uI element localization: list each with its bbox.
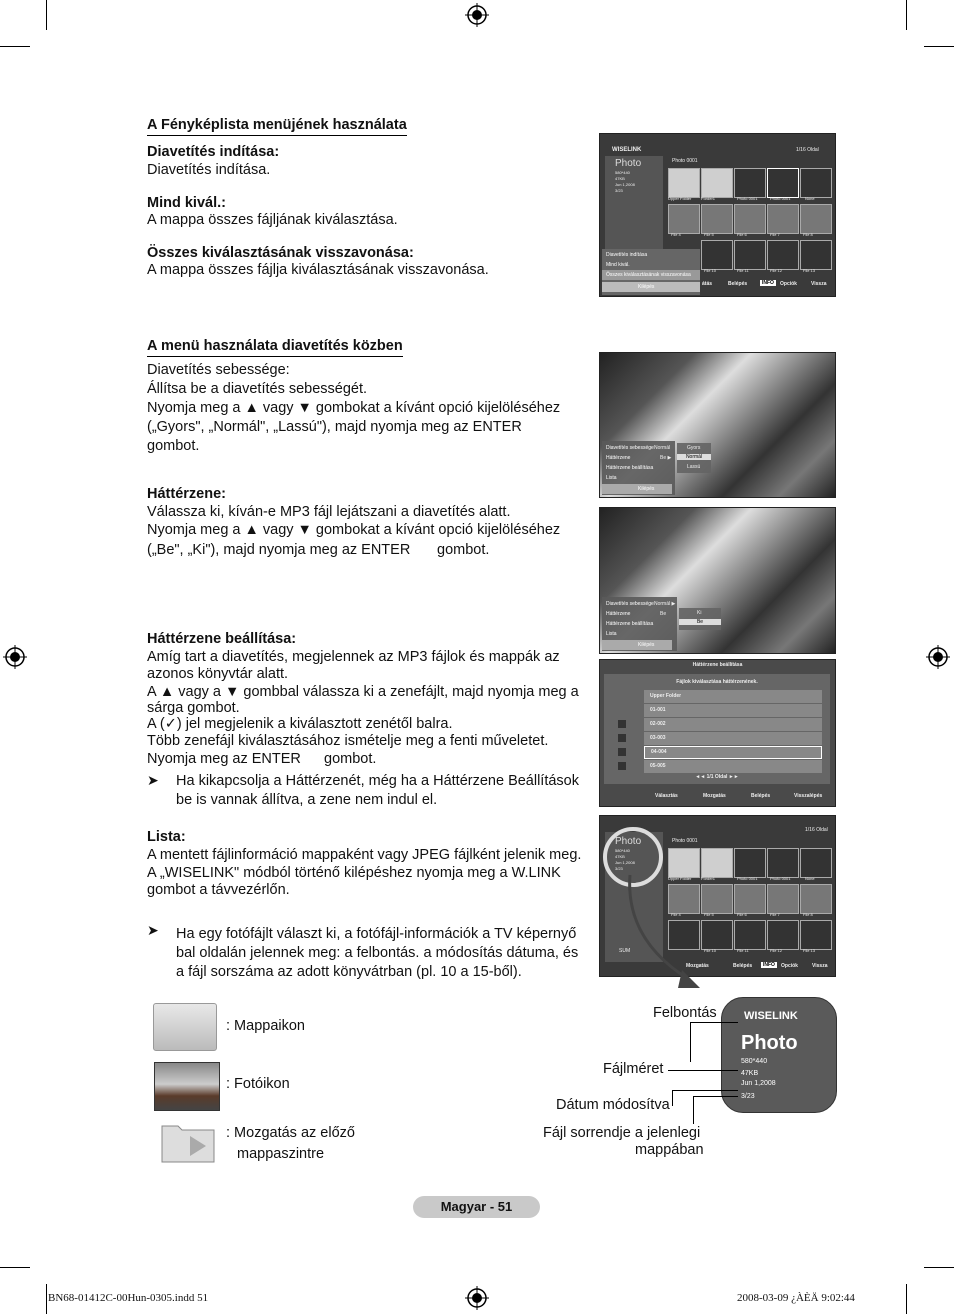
- speed-line: („Gyors", „Normál", „Lassú"), majd nyomja meg az ENTER: [147, 419, 522, 435]
- sum-label: SUM: [619, 948, 631, 954]
- music-line: gombot.: [437, 542, 490, 558]
- info-line: 47KB: [615, 176, 625, 181]
- date-value: Jun 1,2008: [741, 1080, 776, 1087]
- folder-icon: [153, 1003, 217, 1051]
- note-line: a fájl sorszáma az adott könyvátrban (pl. 10 a 15-ből).: [176, 964, 522, 980]
- speed-line: Nyomja meg a ▲ vagy ▼ gombokat a kívánt opció kijelöléséhez: [147, 400, 561, 416]
- item-title: Mind kivál.:: [147, 195, 226, 211]
- row-label: 02-002: [650, 721, 666, 727]
- file-label: Photo 0001: [770, 196, 791, 201]
- music-settings-screen: [599, 659, 836, 807]
- music-settings-line: Amíg tart a diavetítés, megjelennek az MP3 fájlok és mappák az: [147, 649, 560, 665]
- menu-item-music-settings[interactable]: Háttérzene beállítása: [606, 621, 654, 627]
- file-label: File 7: [770, 912, 780, 917]
- row-label: Upper Folder: [650, 693, 682, 699]
- file-thumb[interactable]: [668, 168, 700, 198]
- list-line: A mentett fájlinformáció mappaként vagy JPEG fájlként jelenik meg.: [147, 847, 582, 863]
- list-title: Lista:: [147, 829, 186, 845]
- leader-line: [668, 1070, 738, 1071]
- bottom-label: Belépés: [733, 963, 753, 969]
- file-thumb[interactable]: [767, 884, 799, 914]
- menu-item-exit[interactable]: Kilépés: [602, 282, 700, 292]
- checkbox[interactable]: [618, 748, 626, 756]
- menu-item-exit[interactable]: Kilépés: [602, 484, 672, 494]
- photo-icon: [154, 1062, 220, 1111]
- folder-name: Photo 0001: [672, 838, 698, 844]
- bottom-label: Opciók: [781, 963, 798, 969]
- menu-item-select-all[interactable]: Mind kivál.: [606, 262, 630, 268]
- crop-mark: [0, 1267, 30, 1268]
- bottom-label: Belépés: [751, 793, 771, 799]
- music-list-panel: [604, 674, 830, 784]
- leader-line: [690, 1022, 738, 1023]
- size-value: 47KB: [741, 1070, 759, 1077]
- menu-item-deselect-all[interactable]: Összes kiválasztásának visszavonása: [602, 270, 700, 280]
- popup-menu: [602, 249, 700, 295]
- file-label: File 7: [770, 232, 780, 237]
- file-label: None: [805, 876, 815, 881]
- list-row: [644, 760, 822, 773]
- file-thumb[interactable]: [800, 920, 832, 950]
- file-thumb[interactable]: [800, 240, 832, 270]
- section-heading: A menü használata diavetítés közben: [147, 338, 403, 357]
- section-heading: A Fényképlista menüjének használata: [147, 117, 407, 136]
- menu-item-music[interactable]: Háttérzene: [606, 455, 631, 461]
- legend-label: mappaszintre: [237, 1146, 325, 1162]
- file-thumb[interactable]: [800, 168, 832, 198]
- info-line: 47KB: [615, 854, 625, 859]
- item-text: A mappa összes fájljának kiválasztása.: [147, 212, 398, 228]
- file-label: File 5: [704, 912, 714, 917]
- file-label: File 6: [737, 232, 747, 237]
- file-label: Forder1: [701, 196, 716, 201]
- file-label: File 4: [671, 912, 681, 917]
- file-label: File 8: [803, 232, 813, 237]
- music-settings-line: A (✓) jel megjelenik a kiválasztott zenétől balra.: [147, 716, 453, 732]
- file-thumb[interactable]: [668, 204, 700, 234]
- menu-item-exit[interactable]: Kilépés: [602, 640, 672, 650]
- file-thumb[interactable]: [800, 884, 832, 914]
- menu-value: Be: [660, 611, 667, 617]
- list-line: gombot a távvezérlőn.: [147, 882, 290, 898]
- footer-file: BN68-01412C-00Hun-0305.indd 51: [48, 1292, 209, 1304]
- crop-mark: [906, 0, 907, 30]
- photo-label: Photo: [615, 158, 642, 169]
- checkbox[interactable]: [618, 762, 626, 770]
- bottom-label: Vissza: [812, 963, 828, 969]
- menu-item-list[interactable]: Lista: [606, 631, 617, 637]
- item-title: Diavetítés indítása:: [147, 144, 280, 160]
- file-thumb[interactable]: [767, 920, 799, 950]
- info-line: 580*440: [615, 848, 630, 853]
- pointer-arrow-icon: [620, 870, 740, 1010]
- photo-label: Photo: [615, 836, 642, 847]
- file-label: None: [805, 196, 815, 201]
- menu-item-speed[interactable]: Diavetítés sebessége: [606, 601, 654, 607]
- callout-label: Felbontás: [653, 1005, 717, 1021]
- file-thumb[interactable]: [701, 168, 733, 198]
- info-line: Jun 1,2008: [615, 182, 635, 187]
- bottom-label: Vissza: [811, 281, 827, 287]
- file-label: Forder1: [701, 876, 716, 881]
- bottom-label: Visszalépés: [794, 793, 823, 799]
- file-label: Photo 0001: [770, 876, 791, 881]
- music-options: [679, 608, 721, 630]
- list-row: [644, 704, 822, 717]
- legend-label: : Mozgatás az előző: [226, 1125, 355, 1141]
- menu-value: Normál: [654, 445, 671, 451]
- checkbox[interactable]: [618, 734, 626, 742]
- bottom-label: Mozgatás: [703, 793, 726, 799]
- row-label: 05-005: [650, 763, 666, 769]
- music-settings-line: azonos könyvtár alatt.: [147, 666, 289, 682]
- file-label: File 13: [803, 948, 816, 953]
- file-label: File 13: [803, 268, 816, 273]
- menu-item-start[interactable]: Diavetítés indítása: [606, 252, 648, 258]
- file-label: File 5: [704, 232, 714, 237]
- registration-mark-icon: [3, 645, 27, 669]
- list-row: [644, 732, 822, 745]
- file-thumb[interactable]: [767, 240, 799, 270]
- bottom-label: Mozgatás: [686, 963, 709, 969]
- callout-label: Fájlméret: [603, 1061, 664, 1077]
- file-label: File 12: [770, 948, 783, 953]
- file-thumb[interactable]: [734, 168, 766, 198]
- pager: ◄◄ 1/1 Oldal ►►: [695, 774, 739, 780]
- bottom-label: Opciók: [780, 281, 797, 287]
- file-label: Photo 0001: [737, 196, 758, 201]
- file-label: File 11: [737, 948, 749, 953]
- menu-item-speed[interactable]: Diavetítés sebessége: [606, 445, 654, 451]
- callout-label: mappában: [635, 1142, 704, 1158]
- list-row-selected[interactable]: [644, 746, 822, 759]
- menu-item-music[interactable]: Háttérzene: [606, 611, 631, 617]
- music-settings-line: gombot.: [324, 751, 377, 767]
- order-value: 3/23: [741, 1093, 755, 1100]
- legend-label: : Mappaikon: [226, 1018, 305, 1034]
- slideshow-menu: [602, 441, 675, 495]
- file-thumb[interactable]: [767, 204, 799, 234]
- note-line: Ha kikapcsolja a Háttérzenét, még ha a Háttérzene Beállítások: [176, 773, 579, 789]
- file-thumb[interactable]: [734, 204, 766, 234]
- note-arrow-icon: ➤: [147, 922, 159, 938]
- callout-label: Fájl sorrendje a jelenlegi: [543, 1125, 701, 1141]
- option-on[interactable]: Be: [679, 619, 721, 625]
- bottom-label: Választás: [655, 793, 678, 799]
- list-row: [644, 690, 822, 703]
- item-text: A mappa összes fájlja kiválasztásának visszavonása.: [147, 262, 489, 278]
- file-thumb[interactable]: [701, 204, 733, 234]
- screen-title: Háttérzene beállítása: [692, 662, 743, 668]
- option-off[interactable]: Ki: [697, 610, 702, 616]
- panel-subtitle: Fájlok kiválasztása háttérzenének.: [676, 679, 758, 685]
- music-line: („Be", „Ki"), majd nyomja meg az ENTER: [147, 542, 411, 558]
- file-label: Photo 0001: [737, 876, 758, 881]
- menu-item-music-settings[interactable]: Háttérzene beállítása: [606, 465, 654, 471]
- music-line: Nyomja meg a ▲ vagy ▼ gombokat a kívánt opció kijelöléséhez: [147, 522, 561, 538]
- note-line: bal oldalán jelennek meg: a felbontás. a módosítás dátuma, és: [176, 945, 579, 961]
- photo-list-screen: [599, 133, 836, 297]
- page-indicator: 1/16 Oldal: [805, 827, 828, 833]
- info-line: Jun 1,2008: [615, 860, 635, 865]
- page-indicator: 1/16 Oldal: [796, 147, 819, 153]
- bottom-label: Belépés: [728, 281, 748, 287]
- row-label: 04-004: [651, 749, 667, 755]
- music-settings-line: Több zenefájl kiválasztásához ismételje meg a fenti műveletet.: [147, 733, 549, 749]
- menu-item-list[interactable]: Lista: [606, 475, 617, 481]
- info-line: 3/23: [615, 866, 623, 871]
- file-label: Upper Folder: [668, 196, 692, 201]
- file-label: File 6: [737, 912, 747, 917]
- file-label: File 4: [671, 232, 681, 237]
- registration-mark-icon: [465, 3, 489, 27]
- crop-mark: [906, 1284, 907, 1314]
- crop-mark: [46, 1284, 47, 1314]
- file-thumb[interactable]: [767, 848, 799, 878]
- slideshow-menu: [602, 597, 677, 651]
- legend-label: : Fotóikon: [226, 1076, 290, 1092]
- callout-label: Dátum módosítva: [556, 1097, 670, 1113]
- info-button[interactable]: INFO: [763, 962, 775, 968]
- leader-line: [672, 1090, 673, 1106]
- brand-logo: WISELINK: [612, 147, 642, 153]
- slideshow-speed-screen: [599, 352, 836, 498]
- footer-date: 2008-03-09 ¿ÀÈÄ 9:02:44: [737, 1292, 855, 1304]
- file-thumb[interactable]: [767, 168, 799, 198]
- menu-value: Normál ▶: [654, 601, 676, 607]
- brand-logo: WISELINK: [744, 1010, 798, 1022]
- leader-line: [693, 1096, 738, 1097]
- file-label: File 11: [737, 268, 749, 273]
- resolution-value: 580*440: [741, 1058, 768, 1065]
- photo-info-zoom: [721, 997, 837, 1113]
- option-fast[interactable]: Gyors: [687, 445, 701, 451]
- list-row: [644, 718, 822, 731]
- file-label: Upper Folder: [668, 876, 692, 881]
- registration-mark-icon: [926, 645, 950, 669]
- info-button[interactable]: INFO: [762, 280, 774, 286]
- option-normal[interactable]: Normál: [677, 454, 711, 460]
- music-settings-line: Nyomja meg az ENTER: [147, 751, 301, 767]
- music-settings-line: A ▲ vagy a ▼ gombbal válassza ki a zenefájlt, majd nyomja meg a: [147, 684, 579, 700]
- note-line: Ha egy fotófájlt választ ki, a fotófájl-információk a TV képernyő: [176, 926, 577, 942]
- file-thumb[interactable]: [800, 848, 832, 878]
- option-slow[interactable]: Lassú: [687, 464, 701, 470]
- music-title: Háttérzene:: [147, 486, 226, 502]
- crop-mark: [924, 1267, 954, 1268]
- file-label: File 8: [803, 912, 813, 917]
- leader-line: [690, 1022, 691, 1062]
- note-arrow-icon: ➤: [147, 772, 159, 788]
- checkbox[interactable]: [618, 720, 626, 728]
- list-line: A „WISELINK" módból történő kilépéshez nyomja meg a W.LINK: [147, 865, 561, 881]
- zoom-title: Photo: [741, 1032, 798, 1054]
- info-line: 580*440: [615, 170, 630, 175]
- file-label: File 12: [770, 268, 783, 273]
- item-text: Diavetítés indítása.: [147, 162, 271, 178]
- item-title: Összes kiválasztásának visszavonása:: [147, 245, 414, 261]
- crop-mark: [0, 46, 30, 47]
- leader-line: [693, 1096, 694, 1124]
- file-label: File 10: [704, 268, 717, 273]
- folder-name: Photo 0001: [672, 158, 698, 164]
- row-label: 01-001: [650, 707, 666, 713]
- speed-line: gombot.: [147, 438, 200, 454]
- file-label: File 10: [704, 948, 717, 953]
- file-thumb[interactable]: [701, 240, 733, 270]
- speed-line: Állítsa be a diavetítés sebességét.: [147, 381, 368, 397]
- file-thumb[interactable]: [734, 240, 766, 270]
- crop-mark: [46, 0, 47, 30]
- upper-folder-icon: [160, 1118, 218, 1164]
- row-label: 03-003: [650, 735, 666, 741]
- registration-mark-icon: [465, 1286, 489, 1310]
- menu-value: Be ▶: [660, 455, 672, 461]
- music-settings-title: Háttérzene beállítása:: [147, 631, 297, 647]
- info-line: 3/23: [615, 188, 623, 193]
- note-line: be is vannak állítva, a zene nem indul el.: [176, 792, 438, 808]
- page-number-badge: Magyar - 51: [413, 1196, 540, 1218]
- speed-title: Diavetítés sebessége:: [147, 362, 290, 378]
- slideshow-music-screen: [599, 507, 836, 654]
- music-settings-line: sárga gombot.: [147, 700, 240, 716]
- crop-mark: [924, 46, 954, 47]
- leader-line: [672, 1090, 738, 1091]
- file-thumb[interactable]: [800, 204, 832, 234]
- bottom-label: átás: [702, 281, 713, 287]
- music-line: Válassza ki, kíván-e MP3 fájl lejátszani a diavetítés alatt.: [147, 504, 511, 520]
- speed-options: [677, 443, 711, 473]
